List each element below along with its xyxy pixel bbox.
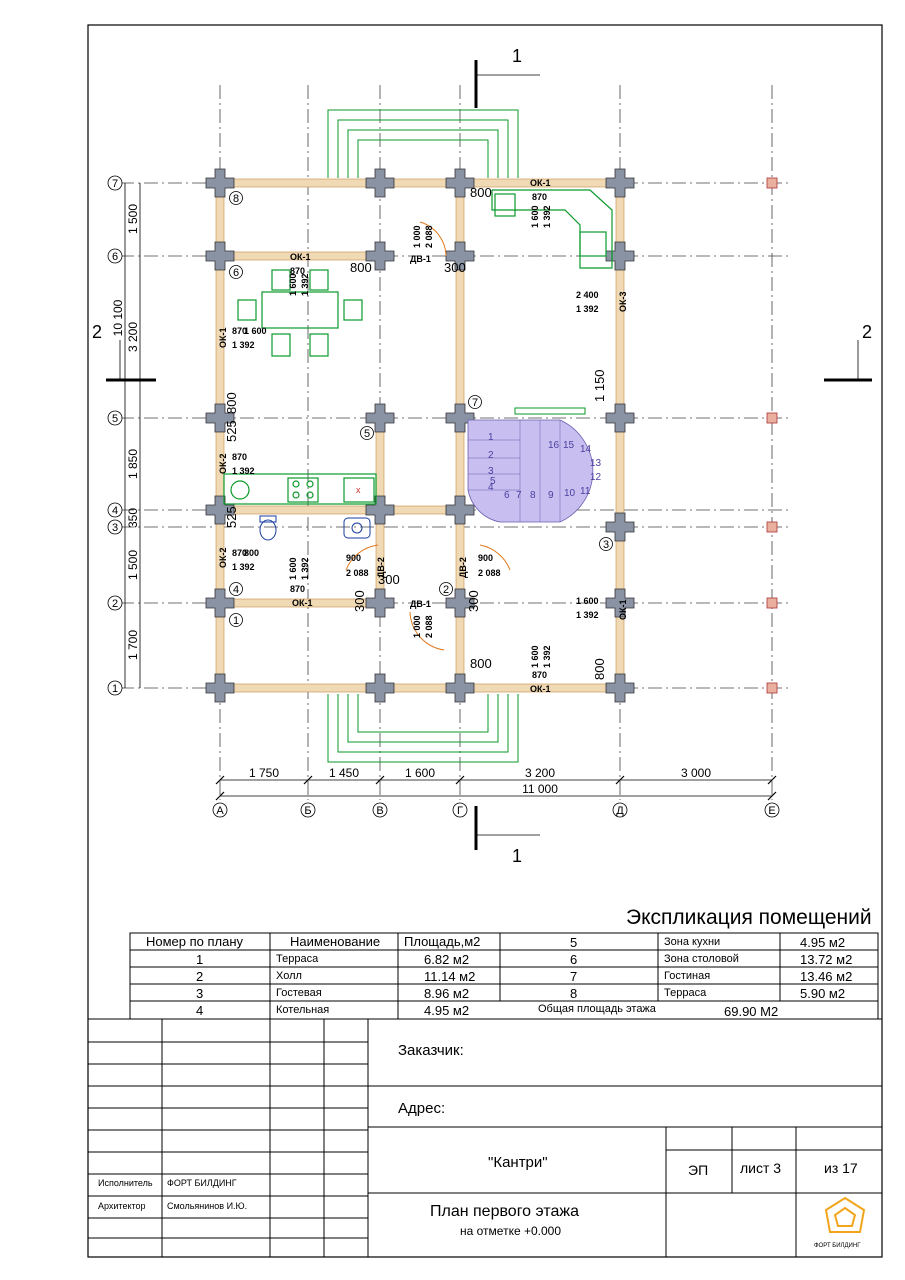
- svg-text:ДВ-2: ДВ-2: [458, 557, 468, 578]
- svg-text:3 200: 3 200: [126, 321, 140, 353]
- log-column: [606, 404, 634, 432]
- log-column: [206, 242, 234, 270]
- room-area-cell: 13.72 м2: [800, 952, 853, 967]
- row-axis-markers: [108, 176, 122, 695]
- row-axis-label: 3: [111, 522, 119, 534]
- room-number-cell: 8: [570, 986, 578, 1001]
- svg-text:800: 800: [470, 656, 492, 671]
- room-number: 8: [232, 193, 240, 205]
- header-name: Наименование: [290, 934, 381, 949]
- address-label: Адрес:: [398, 1100, 446, 1117]
- stove-mark: x: [356, 485, 361, 495]
- svg-text:1 600: 1 600: [576, 596, 599, 606]
- svg-text:1 392: 1 392: [300, 557, 310, 580]
- room-name-cell: Холл: [276, 970, 302, 982]
- svg-text:800: 800: [224, 392, 239, 414]
- svg-text:10 100: 10 100: [111, 299, 125, 337]
- section-2-right: 2: [862, 322, 873, 342]
- project-name: "Кантри": [488, 1154, 548, 1171]
- section-1-top: 1: [512, 46, 523, 66]
- column-axis-label: Б: [304, 805, 312, 817]
- svg-text:1 600: 1 600: [288, 557, 298, 580]
- room-number-cell: 2: [196, 969, 204, 984]
- room-number: 3: [602, 539, 610, 551]
- svg-text:900: 900: [478, 553, 494, 563]
- svg-text:870: 870: [532, 670, 548, 680]
- log-column: [366, 496, 394, 524]
- svg-text:1 150: 1 150: [592, 369, 607, 402]
- svg-text:2 088: 2 088: [346, 568, 369, 578]
- svg-text:1 700: 1 700: [126, 629, 140, 661]
- section-1-bottom: 1: [512, 846, 523, 866]
- svg-text:1 600: 1 600: [530, 205, 540, 228]
- row-axis-label: 6: [111, 251, 119, 263]
- log-column: [206, 589, 234, 617]
- svg-text:1 392: 1 392: [542, 205, 552, 228]
- svg-text:870: 870: [232, 326, 248, 336]
- svg-text:525: 525: [224, 506, 239, 528]
- sheet-frame: [88, 25, 882, 1257]
- svg-text:ОК-3: ОК-3: [618, 291, 628, 312]
- customer-label: Заказчик:: [398, 1042, 464, 1059]
- room-number: 7: [471, 397, 479, 409]
- log-column: [206, 674, 234, 702]
- svg-text:ДВ-2: ДВ-2: [376, 557, 386, 578]
- header-area: Площадь,м2: [404, 934, 481, 949]
- room-name-cell: Гостиная: [664, 970, 711, 982]
- logo-caption: ФОРТ БИЛДИНГ: [814, 1243, 861, 1249]
- room-name-cell: Гостевая: [276, 987, 322, 999]
- svg-text:1 000: 1 000: [412, 225, 422, 248]
- svg-text:2 088: 2 088: [478, 568, 501, 578]
- svg-text:1 392: 1 392: [232, 562, 255, 572]
- column-axis-label: Д: [616, 805, 624, 817]
- svg-text:350: 350: [126, 507, 140, 529]
- svg-text:1 392: 1 392: [232, 340, 255, 350]
- room-number: 2: [442, 584, 450, 596]
- svg-text:525: 525: [224, 420, 239, 442]
- room-number: 5: [363, 428, 371, 440]
- row-axis-label: 5: [111, 413, 119, 425]
- svg-text:800: 800: [592, 658, 607, 680]
- row-axis-label: 7: [111, 178, 119, 190]
- svg-text:ОК-1: ОК-1: [530, 178, 551, 188]
- stair-step-number: 3: [488, 466, 494, 477]
- log-column: [606, 242, 634, 270]
- svg-text:1 500: 1 500: [126, 203, 140, 235]
- architect-label: Архитектор: [98, 1201, 146, 1211]
- svg-text:ОК-2: ОК-2: [218, 453, 228, 474]
- explication-title: Экспликация помещений: [626, 906, 872, 929]
- svg-text:ДВ-1: ДВ-1: [410, 599, 431, 609]
- room-area-cell: 4.95 м2: [424, 1003, 470, 1018]
- svg-text:800: 800: [244, 548, 260, 558]
- svg-text:1 450: 1 450: [328, 766, 360, 780]
- drawing-subtitle: на отметке +0.000: [460, 1224, 561, 1238]
- room-number: 1: [232, 615, 240, 627]
- stair-step-number: 5: [490, 476, 496, 487]
- svg-text:1 600: 1 600: [530, 645, 540, 668]
- stair-step-number: 9: [548, 490, 554, 501]
- log-column: [366, 589, 394, 617]
- spiral-stair: [468, 408, 593, 522]
- room-name-cell: Зона столовой: [664, 953, 739, 965]
- stair-step-number: 15: [563, 440, 575, 451]
- executor-label: Исполнитель: [98, 1178, 153, 1188]
- room-name-cell: Терраса: [276, 953, 319, 965]
- room-number-cell: 4: [196, 1003, 204, 1018]
- room-number-cell: 5: [570, 935, 578, 950]
- architect-name: Смольянинов И.Ю.: [167, 1201, 248, 1211]
- svg-text:870: 870: [232, 452, 248, 462]
- log-column: [366, 674, 394, 702]
- svg-text:1 600: 1 600: [404, 766, 436, 780]
- svg-text:300: 300: [378, 572, 400, 587]
- svg-text:2 400: 2 400: [576, 290, 599, 300]
- room-area-cell: 4.95 м2: [800, 935, 846, 950]
- svg-text:ОК-2: ОК-2: [218, 547, 228, 568]
- room-area-cell: 8.96 м2: [424, 986, 470, 1001]
- stair-step-number: 11: [580, 486, 591, 497]
- stair-step-number: 8: [530, 490, 536, 501]
- column-axis-markers: [213, 803, 779, 817]
- stair-step-number: 6: [504, 490, 510, 501]
- svg-text:300: 300: [352, 590, 367, 612]
- log-column: [206, 169, 234, 197]
- svg-text:870: 870: [290, 584, 306, 594]
- svg-text:800: 800: [470, 185, 492, 200]
- log-column: [606, 513, 634, 541]
- log-column: [446, 674, 474, 702]
- stair-step-number: 2: [488, 450, 494, 461]
- room-number-cell: 6: [570, 952, 578, 967]
- bathroom-fixtures: [260, 516, 370, 540]
- stair-step-number: 13: [590, 458, 602, 469]
- svg-text:ДВ-1: ДВ-1: [410, 254, 431, 264]
- svg-text:1 392: 1 392: [576, 610, 599, 620]
- row-axis-label: 2: [111, 598, 119, 610]
- svg-text:ОК-1: ОК-1: [290, 252, 311, 262]
- column-axis-label: Г: [457, 805, 463, 817]
- section-2-left: 2: [92, 322, 103, 342]
- svg-text:3 000: 3 000: [680, 766, 712, 780]
- left-dimensions: [111, 204, 140, 660]
- title-block-grid: [88, 1019, 882, 1257]
- svg-text:1 600: 1 600: [288, 273, 298, 296]
- svg-text:800: 800: [350, 260, 372, 275]
- total-area-label: Общая площадь этажа: [538, 1003, 656, 1015]
- log-column: [446, 496, 474, 524]
- svg-text:1 392: 1 392: [576, 304, 599, 314]
- executor-name: ФОРТ БИЛДИНГ: [167, 1178, 237, 1188]
- stair-step-number: 10: [564, 488, 576, 499]
- svg-text:ОК-1: ОК-1: [218, 327, 228, 348]
- sheets-total: из 17: [824, 1160, 858, 1176]
- room-area-cell: 5.90 м2: [800, 986, 846, 1001]
- room-number: 4: [232, 584, 240, 596]
- room-name-cell: Котельная: [276, 1004, 330, 1016]
- log-column: [366, 169, 394, 197]
- stair-step-number: 1: [488, 432, 494, 443]
- room-area-cell: 13.46 м2: [800, 969, 853, 984]
- stair-step-number: 4: [488, 482, 494, 493]
- total-area-value: 69.90 М2: [724, 1004, 779, 1019]
- bottom-dimensions: [249, 766, 711, 796]
- row-axis-label: 4: [111, 505, 119, 517]
- svg-text:1 600: 1 600: [244, 326, 267, 336]
- svg-text:1 850: 1 850: [126, 448, 140, 480]
- svg-text:1 392: 1 392: [542, 645, 552, 668]
- room-number-cell: 1: [196, 952, 204, 967]
- room-number: 6: [232, 267, 240, 279]
- svg-text:2 088: 2 088: [424, 615, 434, 638]
- column-axis-label: В: [376, 805, 384, 817]
- svg-text:870: 870: [532, 192, 548, 202]
- room-area-cell: 6.82 м2: [424, 952, 470, 967]
- svg-text:900: 900: [346, 553, 362, 563]
- svg-text:300: 300: [444, 260, 466, 275]
- svg-text:1 500: 1 500: [126, 549, 140, 581]
- svg-text:ОК-1: ОК-1: [618, 599, 628, 620]
- kitchen-counter: [224, 474, 376, 504]
- svg-text:1 392: 1 392: [300, 273, 310, 296]
- drawing-title: План первого этажа: [430, 1203, 579, 1220]
- svg-text:1 392: 1 392: [232, 466, 255, 476]
- column-axis-label: Е: [768, 805, 776, 817]
- log-column: [606, 674, 634, 702]
- svg-text:11 000: 11 000: [522, 782, 558, 796]
- svg-text:ОК-1: ОК-1: [530, 684, 551, 694]
- room-name-cell: Терраса: [664, 987, 707, 999]
- company-logo: [826, 1198, 864, 1232]
- stair-step-number: 12: [590, 472, 602, 483]
- svg-text:1 750: 1 750: [248, 766, 280, 780]
- svg-text:3 200: 3 200: [524, 766, 556, 780]
- header-num: Номер по плану: [146, 934, 244, 949]
- room-number-cell: 7: [570, 969, 578, 984]
- room-area-cell: 11.14 м2: [424, 969, 476, 984]
- stair-step-number: 14: [580, 444, 592, 455]
- svg-text:1 000: 1 000: [412, 615, 422, 638]
- svg-text:870: 870: [290, 266, 306, 276]
- log-column: [606, 169, 634, 197]
- stage-code: ЭП: [688, 1162, 709, 1178]
- room-number-cell: 3: [196, 986, 204, 1001]
- column-axis-label: А: [216, 805, 224, 817]
- stair-step-number: 16: [548, 440, 560, 451]
- svg-text:300: 300: [466, 590, 481, 612]
- svg-text:ОК-1: ОК-1: [292, 598, 313, 608]
- sheet-number: лист 3: [740, 1160, 782, 1176]
- stair-step-number: 7: [516, 490, 522, 501]
- svg-text:870: 870: [232, 548, 248, 558]
- row-axis-label: 1: [111, 683, 119, 695]
- room-name-cell: Зона кухни: [664, 936, 721, 948]
- svg-text:2 088: 2 088: [424, 225, 434, 248]
